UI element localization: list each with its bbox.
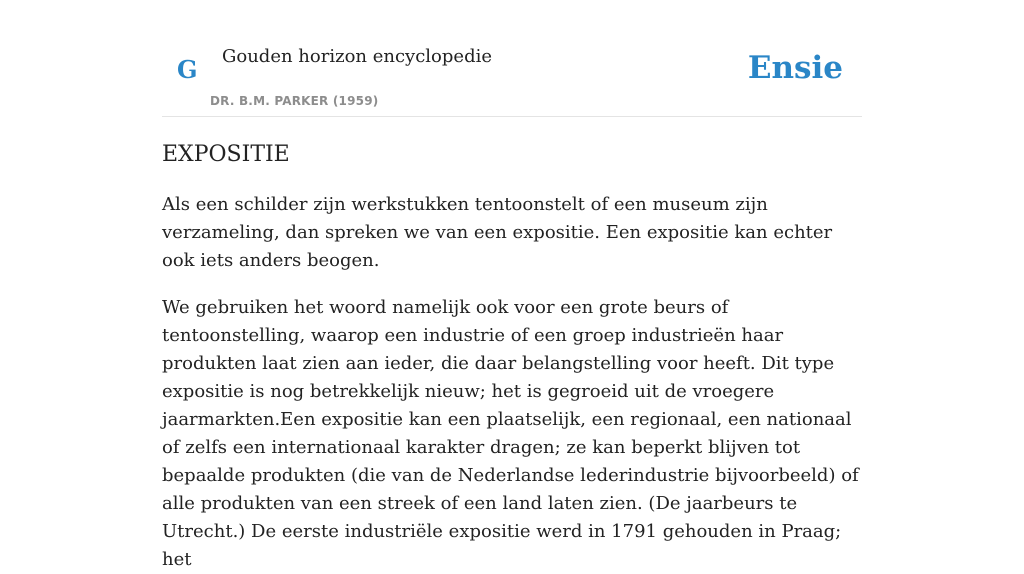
header <box>162 0 862 117</box>
article-paragraph: We gebruiken het woord namelijk ook voor een grote beurs of tentoonstelling, waarop een industrie of een groep industrieën haar produkten laat zien aan ieder, die daar belangstelling voor heeft. Dit type expositie is nog betrekkelijk nieuw; het is gegroeid uit de vroegere jaarmarkten.Een expositie kan een plaatselijk, een regionaal, een nationaal of zelfs een internationaal karakter dragen; ze kan beperkt blijven tot bepaalde produkten (die van de Nederlandse lederindustrie bijvoorbeeld) of alle produkten van een streek of een land laten zien. (De jaarbeurs te Utrecht.) De eerste industriële expositie werd in 1791 gehouden in Praag; het <box>162 297 859 570</box>
article <box>162 140 862 574</box>
article-paragraph: Als een schilder zijn werkstukken tentoonstelt of een museum zijn verzameling, dan spreken we van een expositie. Een expositie kan echter ook iets anders beogen. <box>162 194 833 271</box>
book-author: DR. B.M. PARKER (1959) <box>210 94 379 108</box>
brand-logo[interactable]: Ensie <box>747 50 843 86</box>
article-title: EXPOSITIE <box>162 142 290 167</box>
book-logo-icon[interactable]: G <box>177 55 198 84</box>
book-title[interactable]: Gouden horizon encyclopedie <box>222 46 492 67</box>
